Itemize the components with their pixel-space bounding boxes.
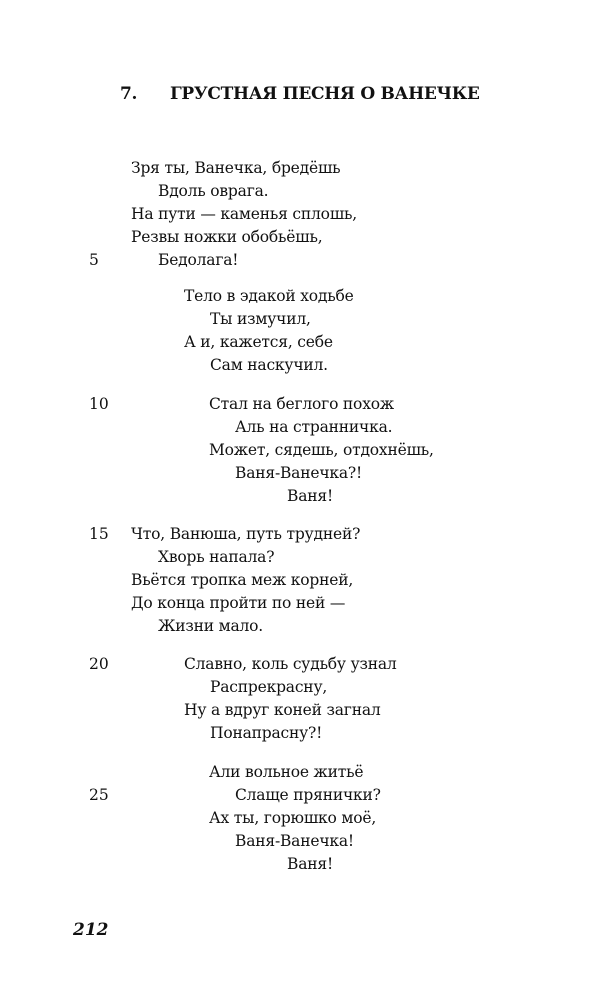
verse-line: Ну а вдруг коней загнал [184,701,381,719]
verse-line: Стал на беглого похож [209,395,394,413]
verse-line: Ваня-Ванечка?! [235,464,363,482]
verse-line: Ваня! [287,487,333,505]
verse-line: Распрекрасну, [210,678,328,696]
poem-title: ГРУСТНАЯ ПЕСНЯ О ВАНЕЧКЕ [170,84,480,104]
verse-line: Ах ты, горюшко моё, [209,809,377,827]
verse-line: Аль на странничка. [235,418,393,436]
verse-line: Слаще прянички? [235,786,381,804]
verse-line: Сам наскучил. [210,356,328,374]
verse-line: Понапрасну?! [210,724,323,742]
line-number: 25 [89,786,109,804]
line-number: 15 [89,525,109,543]
poem-number: 7. [120,84,138,104]
line-number: 10 [89,395,109,413]
verse-line: Али вольное житьё [209,763,364,781]
verse-line: Вдоль оврага. [158,182,269,200]
verse-line: Хворь напала? [158,548,275,566]
verse-line: Жизни мало. [158,617,263,635]
verse-line: Ваня! [287,855,333,873]
verse-line: Вьётся тропка меж корней, [131,571,354,589]
verse-line: Что, Ванюша, путь трудней? [131,525,361,543]
poem-heading [0,84,600,108]
verse-line: А и, кажется, себе [184,333,333,351]
verse-line: Ты измучил, [210,310,311,328]
verse-line: На пути — каменья сплошь, [131,205,357,223]
verse-line: Может, сядешь, отдохнёшь, [209,441,434,459]
verse-line: Резвы ножки обобьёшь, [131,228,323,246]
verse-line: Ваня-Ванечка! [235,832,354,850]
page-number: 212 [73,920,109,940]
verse-line: Тело в эдакой ходьбе [184,287,354,305]
verse-line: Бедолага! [158,251,239,269]
verse-line: Зря ты, Ванечка, бредёшь [131,159,341,177]
verse-line: До конца пройти по ней — [131,594,346,612]
verse-line: Славно, коль судьбу узнал [184,655,397,673]
line-number: 20 [89,655,109,673]
line-number: 5 [89,251,99,269]
